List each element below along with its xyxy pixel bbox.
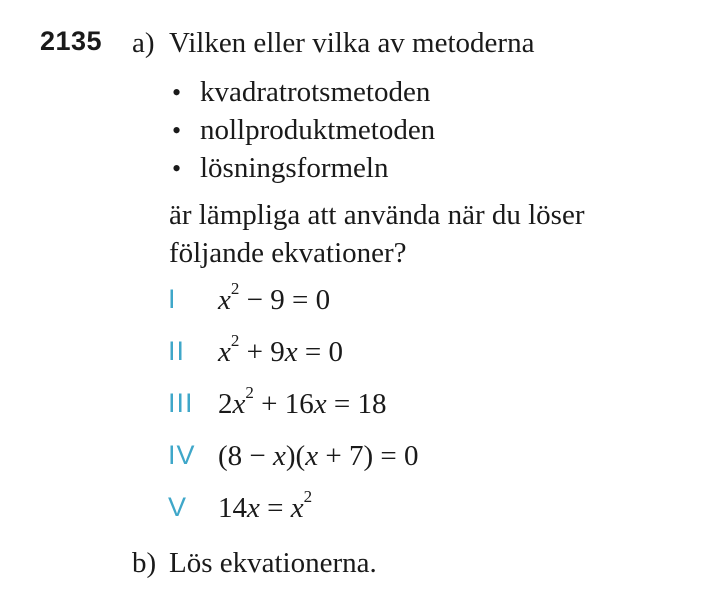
- roman-numeral: III: [168, 388, 194, 418]
- method-label: kvadratrotsmetoden: [200, 76, 431, 108]
- equation: $x^2 - 9 = 0$: [218, 279, 331, 316]
- equation: $2x^2 + 16x = 18$: [218, 383, 387, 420]
- method-list: [172, 73, 435, 187]
- roman-numeral: V: [168, 492, 188, 522]
- continuation-line: följande ekvationer?: [169, 237, 407, 269]
- part-b-text: Lös ekvationerna.: [169, 547, 377, 579]
- part-a-label: a): [132, 27, 155, 59]
- bullet-icon: •: [172, 78, 182, 107]
- equation: $x^2 + 9x = 0$: [218, 331, 343, 368]
- continuation-text: [169, 196, 585, 272]
- continuation-line: är lämpliga att använda när du löser: [169, 199, 585, 231]
- method-label: lösningsformeln: [200, 152, 389, 184]
- list-item: [172, 111, 435, 149]
- equation: (8 − x)(x + 7) = 0: [218, 440, 419, 472]
- method-label: nollproduktmetoden: [200, 114, 436, 146]
- roman-numeral: IV: [168, 440, 196, 470]
- equation: $14x = x^2$: [218, 487, 313, 524]
- bullet-icon: •: [172, 154, 182, 183]
- bullet-icon: •: [172, 116, 182, 145]
- roman-numeral: II: [168, 336, 186, 366]
- list-item: [172, 73, 435, 111]
- list-item: [172, 149, 435, 187]
- part-a-prompt: Vilken eller vilka av metoderna: [169, 27, 535, 59]
- part-b-label: b): [132, 547, 157, 579]
- roman-numeral: I: [168, 284, 177, 314]
- problem-number: 2135: [40, 26, 103, 56]
